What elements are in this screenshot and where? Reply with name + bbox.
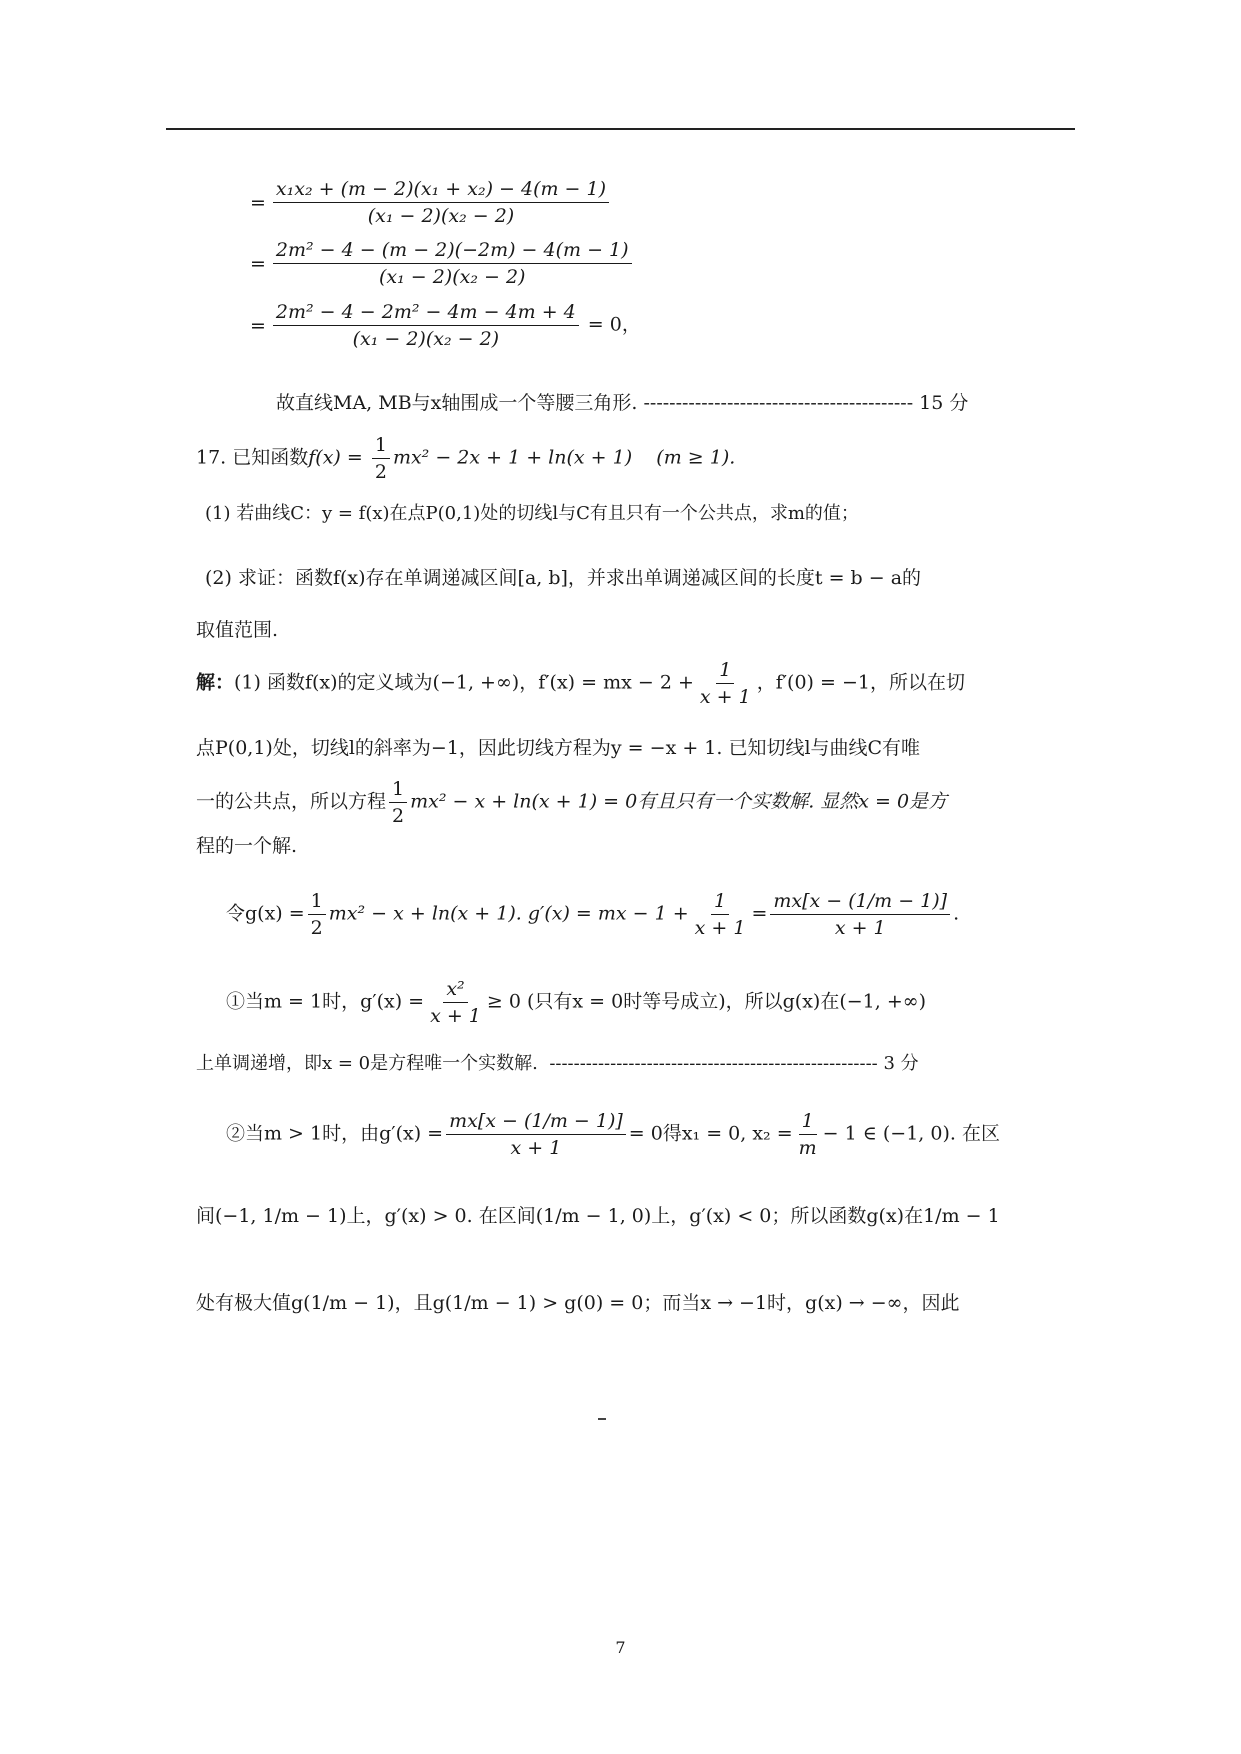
continuation-step1: = $\frac{\text{x₁x₂ + (m − 2)(x₁ + x₂) − 4(m − 1)}}{\text{(x₁ − 2)(x₂ − 2)}}$ [250,176,612,229]
continuation-step2: = $\frac{\text{2m² − 4 − (m − 2)(−2m) − 4(m − 1)}}{\text{(x₁ − 2)(x₂ − 2)}}$ [250,237,635,290]
scan-mark [598,1418,606,1420]
solution-line-1: 解：(1) 函数f(x)的定义域为(−1, +∞)，f′(x) = mx − 2 + $\frac{1}{x + 1}$ ，f′(0) = −1，所以在切 [196,659,965,708]
fraction: $\frac{\text{2m² − 4 − 2m² − 4m − 4m + 4}}{\text{(x₁ − 2)(x₂ − 2)}}$ [273,299,579,352]
fraction: $\frac{1}{2}$ [372,432,390,485]
score-marker: ------------------------------------------ 15 分 [643,392,969,414]
solution-line-4: 程的一个解. [196,835,298,857]
continuation-step3: = $\frac{\text{2m² − 4 − 2m² − 4m − 4m + 4}}{\text{(x₁ − 2)(x₂ − 2)}}$ = 0， [250,301,641,350]
g-definition-line: 令g(x) = $\frac{1}{2}$ mx² − x + ln(x + 1). g′(x) = mx − 1 + $\frac{1}{x + 1}$ = $\frac{mx[x - (1/m - 1)]}{x + 1}$ . [226,890,960,939]
case-2-line: ②当m > 1时，由g′(x) = $\frac{mx[x - (1/m - 1)]}{x + 1}$ = 0得x₁ = 0, x₂ = $\frac{1}{m}$ − 1 ∈ (−1, 0). 在区 [226,1110,1000,1159]
extreme-value-line: 处有极大值g(1/m − 1)，且g(1/m − 1) > g(0) = 0；而当x → −1时，g(x) → −∞，因此 [196,1292,960,1314]
fraction: $\frac{mx[x - (1/m - 1)]}{x + 1}$ [446,1108,626,1161]
solution-line-2: 点P(0,1)处，切线l的斜率为−1，因此切线方程为y = −x + 1. 已知切线l与曲线C有唯 [196,737,921,759]
score-marker: ------------------------------------------------------ 3 分 [549,1053,919,1074]
interval-line: 间(−1, 1/m − 1)上，g′(x) > 0. 在区间(1/m − 1, 0)上，g′(x) < 0；所以函数g(x)在1/m − 1 [196,1205,1000,1227]
problem-17-part2: (2) 求证：函数f(x)存在单调递减区间[a, b]，并求出单调递减区间的长度t = b − a的 [205,567,922,589]
header-rule [166,128,1075,130]
fraction: $\frac{1}{x + 1}$ [694,890,746,939]
fraction: $\frac{\text{x²}}{x + 1}$ [430,978,481,1027]
solution-line-3: 一的公共点，所以方程 $\frac{1}{2}$ mx² − x + ln(x + 1) = 0有且只有一个实数解. 显然x = 0是方 [196,778,948,827]
fraction: $\frac{1}{m}$ [798,1110,817,1159]
problem-17-part1: (1) 若曲线C：y = f(x)在点P(0,1)处的切线l与C有且只有一个公共点，求m的值； [205,503,859,524]
fraction: $\frac{\text{2m² − 4 − (m − 2)(−2m) − 4(m − 1)}}{\text{(x₁ − 2)(x₂ − 2)}}$ [273,237,632,290]
fraction: $\frac{mx[x - (1/m - 1)]}{x + 1}$ [770,888,950,941]
fraction: $\frac{\text{x₁x₂ + (m − 2)(x₁ + x₂) − 4(m − 1)}}{\text{(x₁ − 2)(x₂ − 2)}}$ [273,176,609,229]
problem-17-part2-cont: 取值范围. [196,619,279,641]
fraction: $\frac{1}{2}$ [308,888,326,941]
case-1-line: ①当m = 1时，g′(x) = $\frac{\text{x²}}{x + 1}$ ≥ 0 (只有x = 0时等号成立)，所以g(x)在(−1, +∞) [226,978,926,1027]
page-number: 7 [615,1638,626,1657]
problem-17-stem: 17. 已知函数f(x) = $\frac{1}{2}$ mx² − 2x + 1 + ln(x + 1) (m ≥ 1). [196,434,736,483]
fraction: $\frac{1}{x + 1}$ [699,659,751,708]
solution-label: 解： [196,671,235,694]
fraction: $\frac{1}{2}$ [389,776,407,829]
conclusion-line: 故直线MA, MB与x轴围成一个等腰三角形. ------------------------------------------ 15 分 [276,392,969,414]
case-1-line-2: 上单调递增，即x = 0是方程唯一个实数解. ------------------------------------------------------ 3 分 [196,1053,919,1074]
